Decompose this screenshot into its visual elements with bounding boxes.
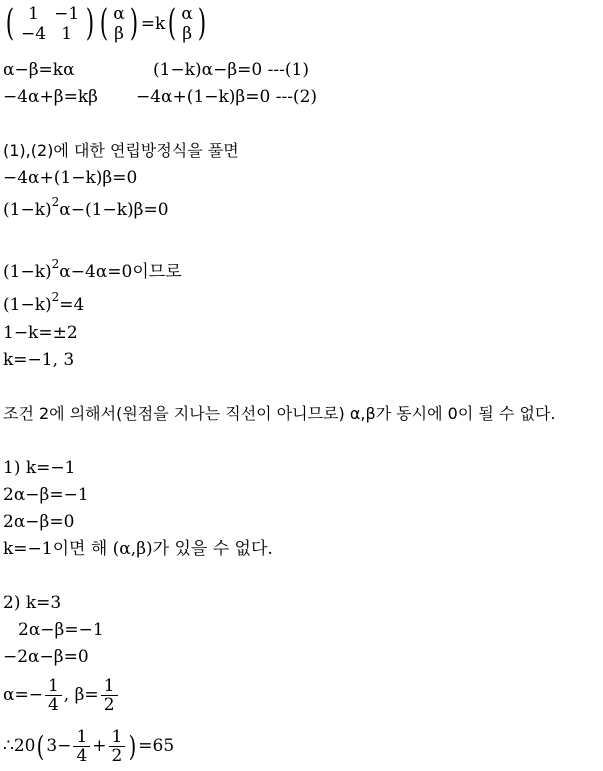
equation-part: (1−k) bbox=[3, 200, 52, 220]
equation-line bbox=[3, 60, 75, 80]
case-2: 2) k=3 bbox=[3, 593, 62, 613]
equation-part: α−4α=0이므로 bbox=[59, 262, 182, 282]
numerator: 1 bbox=[109, 728, 126, 747]
left-paren: ( bbox=[100, 3, 109, 44]
fraction-one-half bbox=[101, 677, 118, 714]
equation-line bbox=[3, 350, 74, 370]
equation: −4α+(1−k)β=0 bbox=[3, 168, 138, 188]
equation: 2α−β=−1 bbox=[18, 620, 104, 640]
case-1: 1) k=−1 bbox=[3, 458, 76, 478]
text-line bbox=[3, 404, 556, 424]
left-paren: ( bbox=[5, 3, 15, 44]
vector-left bbox=[111, 4, 126, 44]
equation: 2α−β=−1 bbox=[3, 485, 89, 505]
right-paren: ) bbox=[129, 729, 137, 763]
alpha-equals: α=− bbox=[3, 685, 43, 705]
solution-line bbox=[3, 674, 120, 716]
three-minus: 3− bbox=[46, 736, 72, 756]
exponent: 2 bbox=[51, 257, 60, 271]
numerator: 1 bbox=[73, 728, 90, 747]
equation-line bbox=[136, 87, 317, 107]
equation-line bbox=[3, 290, 85, 315]
numerator: 1 bbox=[45, 677, 62, 696]
right-paren: ) bbox=[197, 3, 207, 44]
fraction-one-quarter bbox=[73, 728, 90, 765]
equation-part: =4 bbox=[59, 295, 85, 315]
equation-line bbox=[3, 485, 89, 505]
exponent: 2 bbox=[51, 195, 60, 209]
no-solution-text: k=−1이면 해 (α,β)가 있을 수 없다. bbox=[3, 539, 273, 559]
beta-equals: , β= bbox=[63, 685, 99, 705]
vector-right bbox=[179, 4, 194, 44]
left-paren: ( bbox=[168, 3, 177, 44]
equation: 1−k=±2 bbox=[3, 323, 78, 343]
text-line bbox=[3, 141, 239, 161]
case-heading bbox=[3, 593, 61, 613]
matrix bbox=[17, 4, 83, 44]
matrix-equation bbox=[3, 4, 209, 46]
equation-line bbox=[3, 87, 98, 107]
final-answer-line bbox=[3, 724, 174, 769]
equation: −2α−β=0 bbox=[3, 647, 89, 667]
fraction-one-quarter bbox=[45, 677, 62, 714]
denominator: 4 bbox=[76, 746, 88, 766]
equation: 2α−β=0 bbox=[3, 512, 75, 532]
equation-line bbox=[3, 323, 78, 343]
solve-system-text: (1),(2)에 대한 연립방정식을 풀면 bbox=[3, 141, 239, 160]
equation-left: −4α+β=kβ bbox=[3, 87, 98, 107]
equation-part: α−(1−k)β=0 bbox=[59, 200, 169, 220]
equation-line bbox=[3, 257, 182, 282]
fraction-one-half bbox=[109, 728, 126, 765]
exponent: 2 bbox=[51, 290, 60, 304]
matrix-a21: −4 bbox=[21, 24, 47, 44]
vector-alpha: α bbox=[113, 4, 125, 24]
numerator: 1 bbox=[101, 677, 118, 696]
matrix-a12: −1 bbox=[54, 4, 80, 24]
right-paren: ) bbox=[129, 3, 138, 44]
denominator: 4 bbox=[47, 695, 59, 715]
equation-part: (1−k) bbox=[3, 295, 52, 315]
equation-line bbox=[153, 60, 309, 80]
left-paren: ( bbox=[37, 729, 45, 763]
text-line bbox=[3, 539, 273, 559]
vector-beta: β bbox=[114, 24, 124, 44]
plus-sign: + bbox=[92, 736, 107, 756]
equals-k: =k bbox=[140, 14, 166, 34]
vector-alpha: α bbox=[181, 4, 193, 24]
case-heading bbox=[3, 458, 75, 478]
equation-part: (1−k) bbox=[3, 262, 52, 282]
matrix-a11: 1 bbox=[28, 4, 39, 24]
equation-line bbox=[3, 195, 169, 220]
equation-left: α−β=kα bbox=[3, 60, 75, 80]
matrix-a22: 1 bbox=[61, 24, 73, 44]
denominator: 2 bbox=[111, 746, 123, 766]
therefore-20: ∴20 bbox=[3, 736, 36, 756]
equation-line bbox=[3, 512, 74, 532]
right-paren: ) bbox=[85, 3, 95, 44]
vector-beta: β bbox=[182, 24, 193, 44]
denominator: 2 bbox=[103, 695, 115, 715]
condition-text: 조건 2에 의해서(원점을 지나는 직선이 아니므로) α,β가 동시에 0이 될 수 없다. bbox=[3, 404, 556, 423]
equation-1: (1−k)α−β=0 ---(1) bbox=[153, 60, 309, 80]
equals-65: =65 bbox=[138, 736, 175, 756]
equation-line bbox=[18, 620, 104, 640]
equation-2: −4α+(1−k)β=0 ---(2) bbox=[136, 87, 318, 107]
equation-line bbox=[3, 647, 89, 667]
equation: k=−1, 3 bbox=[3, 350, 75, 370]
equation-line bbox=[3, 168, 137, 188]
